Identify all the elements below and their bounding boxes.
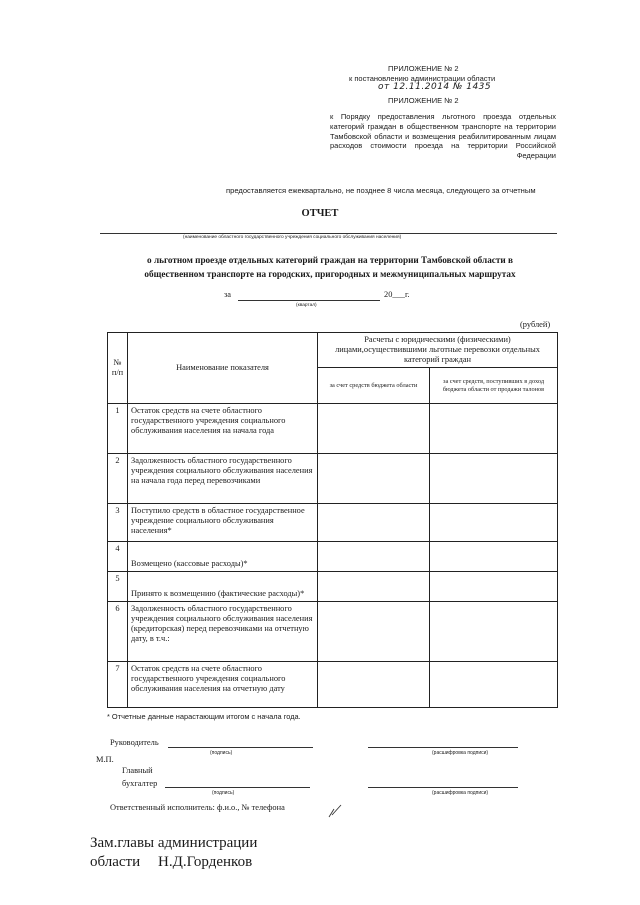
row-number: 6 — [108, 602, 128, 662]
col-name-header: Наименование показателя — [128, 333, 318, 404]
table-row — [108, 504, 558, 542]
signer-name: Н.Д.Горденков — [158, 854, 253, 870]
signature-mark-icon — [326, 802, 344, 820]
row-number: 7 — [108, 662, 128, 708]
row-number: 1 — [108, 404, 128, 454]
head-decoding-caption: (расшифровка подписи) — [432, 750, 489, 756]
row-label: Принято к возмещению (фактические расходы)* — [128, 572, 318, 602]
row-label: Поступило средств в областное государственное учреждение социального обслуживания населения* — [128, 504, 318, 542]
report-subtitle-2: общественном транспорте на городских, пригородных и межмуниципальных маршрутах — [144, 269, 516, 279]
head-signature-caption: (подпись) — [210, 750, 233, 756]
budget-cell[interactable] — [318, 572, 430, 602]
report-table — [107, 332, 558, 708]
accountant-decoding-line — [368, 787, 518, 788]
budget-cell[interactable] — [318, 542, 430, 572]
col-number-header: № п/п — [108, 333, 128, 404]
budget-cell[interactable] — [318, 504, 430, 542]
period-line — [238, 300, 380, 301]
col-income-header: за счет средств, поступивших в доход бюджета области от продажи талонов — [430, 368, 558, 404]
signer-region: области — [90, 854, 141, 870]
report-subtitle-1: о льготном проезде отдельных категорий граждан на территории Тамбовской области в — [147, 255, 513, 265]
table-row — [108, 404, 558, 454]
row-label: Остаток средств на счете областного государственного учреждения социального обслуживания населения на начала года — [128, 404, 318, 454]
income-cell[interactable] — [430, 602, 558, 662]
table-row — [108, 662, 558, 708]
row-label: Возмещено (кассовые расходы)* — [128, 542, 318, 572]
period-prefix: за — [224, 290, 232, 299]
period-year: 20___г. — [384, 290, 410, 299]
income-cell[interactable] — [430, 662, 558, 708]
order-description: к Порядку предоставления льготного проезда отдельных категорий граждан в общественном транспорте на территории Тамбовской области и возмещения реабилитированным лицам расходов стоимости проезда на территории Российской Федерации — [330, 112, 556, 161]
accountant-label-1: Главный — [122, 766, 153, 775]
income-cell[interactable] — [430, 404, 558, 454]
row-label: Остаток средств на счете областного государственного учреждения социального обслуживания населения на отчетную дату — [128, 662, 318, 708]
executor-label: Ответственный исполнитель: ф.и.о., № телефона — [110, 803, 285, 812]
accountant-decoding-caption: (расшифровка подписи) — [432, 790, 489, 796]
table-row — [108, 572, 558, 602]
income-cell[interactable] — [430, 454, 558, 504]
head-label: Руководитель — [110, 738, 159, 747]
accountant-signature-caption: (подпись) — [212, 790, 235, 796]
income-cell[interactable] — [430, 572, 558, 602]
income-cell[interactable] — [430, 504, 558, 542]
accountant-signature-line — [165, 787, 310, 788]
head-decoding-line — [368, 747, 518, 748]
budget-cell[interactable] — [318, 404, 430, 454]
institution-caption: (наименование областного государственного учреждения социального обслуживания населения) — [183, 235, 402, 240]
appendix-label-top: ПРИЛОЖЕНИЕ № 2 — [388, 64, 459, 73]
appendix-label-second: ПРИЛОЖЕНИЕ № 2 — [388, 96, 459, 105]
row-label: Задолженность областного государственного учреждения социального обслуживания населения на начала года перед перевозчиками — [128, 454, 318, 504]
budget-cell[interactable] — [318, 454, 430, 504]
submission-note: предоставляется ежеквартально, не позднее 8 числа месяца, следующего за отчетным — [226, 186, 536, 195]
col-group-header: Расчеты с юридическими (физическими) лицами,осуществившими льготные перевозки отдельных категорий граждан — [318, 333, 558, 368]
handwritten-date: от 12.11.2014 № 1435 — [378, 82, 492, 92]
report-title: ОТЧЕТ — [301, 208, 339, 219]
col-budget-header: за счет средств бюджета области — [318, 368, 430, 404]
table-row — [108, 454, 558, 504]
signer-position: Зам.главы администрации — [90, 835, 258, 851]
table-row — [108, 602, 558, 662]
institution-line — [100, 233, 557, 234]
row-number: 5 — [108, 572, 128, 602]
budget-cell[interactable] — [318, 662, 430, 708]
footnote: * Отчетные данные нарастающим итогом с начала года. — [107, 712, 301, 721]
stamp-label: М.П. — [96, 755, 114, 764]
row-number: 4 — [108, 542, 128, 572]
units-label: (рублей) — [520, 320, 551, 329]
table-row — [108, 542, 558, 572]
resolution-label: к постановлению администрации области — [349, 74, 496, 83]
row-number: 3 — [108, 504, 128, 542]
income-cell[interactable] — [430, 542, 558, 572]
accountant-label-2: бухгалтер — [122, 779, 158, 788]
period-caption: (квартал) — [296, 303, 317, 308]
row-label: Задолженность областного государственного учреждения социального обслуживания населения (кредиторская) перед перевозчиками на отчетную дату, в т.ч.: — [128, 602, 318, 662]
head-signature-line — [168, 747, 313, 748]
row-number: 2 — [108, 454, 128, 504]
budget-cell[interactable] — [318, 602, 430, 662]
